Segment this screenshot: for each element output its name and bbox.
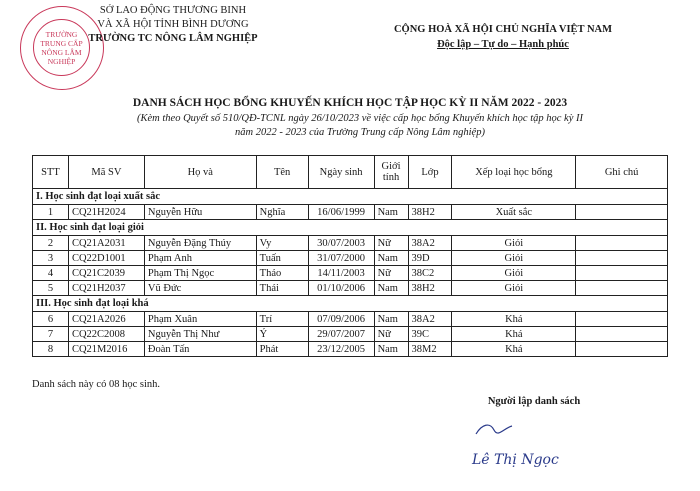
table-row bbox=[33, 205, 668, 220]
student-count-note: Danh sách này có 08 học sinh. bbox=[32, 379, 161, 390]
cell-surname: Phạm Thị Ngọc bbox=[144, 266, 256, 281]
cell-gender: Nam bbox=[374, 281, 408, 296]
cell-gender: Nữ bbox=[374, 236, 408, 251]
cell-note bbox=[576, 236, 668, 251]
cell-birthdate: 23/12/2005 bbox=[308, 342, 374, 357]
col-header-class: Lớp bbox=[408, 156, 452, 189]
cell-student-id: CQ21H2037 bbox=[68, 281, 144, 296]
section-row bbox=[33, 220, 668, 236]
org-line-2: VÀ XÃ HỘI TỈNH BÌNH DƯƠNG bbox=[97, 19, 249, 30]
cell-name: Nghĩa bbox=[256, 205, 308, 220]
cell-note bbox=[576, 205, 668, 220]
cell-note bbox=[576, 281, 668, 296]
cell-student-id: CQ22C2008 bbox=[68, 327, 144, 342]
national-header bbox=[378, 22, 628, 52]
col-header-note: Ghi chú bbox=[576, 156, 668, 189]
document-title: DANH SÁCH HỌC BỔNG KHUYẾN KHÍCH HỌC TẬP HỌC KỲ II NĂM 2022 - 2023 bbox=[132, 97, 568, 109]
cell-class: 38A2 bbox=[408, 236, 452, 251]
cell-birthdate: 01/10/2006 bbox=[308, 281, 374, 296]
cell-student-id: CQ22D1001 bbox=[68, 251, 144, 266]
cell-rank: Xuất sắc bbox=[452, 205, 576, 220]
subtitle-line-1: (Kèm theo Quyết số 510/QĐ-TCNL ngày 26/10/2023 về việc cấp học bổng Khuyến khích học tập học kỳ II bbox=[137, 113, 583, 124]
section-title: I. Học sinh đạt loại xuất sắc bbox=[33, 189, 668, 205]
cell-rank: Giỏi bbox=[452, 266, 576, 281]
signature-mark bbox=[468, 420, 538, 450]
cell-gender: Nữ bbox=[374, 327, 408, 342]
cell-gender: Nữ bbox=[374, 266, 408, 281]
section-row bbox=[33, 296, 668, 312]
table-header-row bbox=[33, 156, 668, 189]
cell-rank: Giỏi bbox=[452, 281, 576, 296]
signer-name: Lê Thị Ngọc bbox=[472, 452, 559, 468]
cell-gender: Nam bbox=[374, 251, 408, 266]
cell-stt: 4 bbox=[33, 266, 69, 281]
col-header-gender-2: tính bbox=[382, 172, 400, 183]
national-motto: Độc lập – Tự do – Hạnh phúc bbox=[437, 39, 569, 50]
table-row bbox=[33, 281, 668, 296]
organization-header bbox=[78, 4, 268, 46]
country-name: CỘNG HOÀ XÃ HỘI CHỦ NGHĨA VIỆT NAM bbox=[393, 24, 613, 35]
cell-name: Vy bbox=[256, 236, 308, 251]
subtitle-line-2: năm 2022 - 2023 của Trường Trung cấp Nông Lâm nghiệp) bbox=[235, 127, 485, 138]
cell-stt: 5 bbox=[33, 281, 69, 296]
cell-rank: Khá bbox=[452, 342, 576, 357]
cell-rank: Khá bbox=[452, 327, 576, 342]
cell-rank: Khá bbox=[452, 312, 576, 327]
cell-name: Tuấn bbox=[256, 251, 308, 266]
table-row bbox=[33, 236, 668, 251]
document-subtitle bbox=[60, 112, 660, 140]
cell-student-id: CQ21C2039 bbox=[68, 266, 144, 281]
col-header-surname: Họ và bbox=[144, 156, 256, 189]
cell-surname: Phạm Anh bbox=[144, 251, 256, 266]
cell-surname: Nguyễn Đặng Thúy bbox=[144, 236, 256, 251]
table-row bbox=[33, 327, 668, 342]
section-row bbox=[33, 189, 668, 205]
cell-class: 38C2 bbox=[408, 266, 452, 281]
cell-name: Thái bbox=[256, 281, 308, 296]
cell-note bbox=[576, 251, 668, 266]
cell-student-id: CQ21H2024 bbox=[68, 205, 144, 220]
cell-rank: Giỏi bbox=[452, 236, 576, 251]
cell-stt: 3 bbox=[33, 251, 69, 266]
cell-student-id: CQ21M2016 bbox=[68, 342, 144, 357]
cell-gender: Nam bbox=[374, 312, 408, 327]
cell-name: Trí bbox=[256, 312, 308, 327]
section-title: III. Học sinh đạt loại khá bbox=[33, 296, 668, 312]
col-header-rank: Xếp loại học bổng bbox=[452, 156, 576, 189]
col-header-student-id: Mã SV bbox=[68, 156, 144, 189]
cell-stt: 1 bbox=[33, 205, 69, 220]
cell-class: 38A2 bbox=[408, 312, 452, 327]
section-title: II. Học sinh đạt loại giỏi bbox=[33, 220, 668, 236]
table-row bbox=[33, 342, 668, 357]
cell-birthdate: 30/07/2003 bbox=[308, 236, 374, 251]
seal-text-2: TRUNG CẤP bbox=[40, 38, 83, 48]
cell-surname: Vũ Đức bbox=[144, 281, 256, 296]
seal-text-1: TRƯỜNG bbox=[45, 29, 78, 39]
cell-class: 38H2 bbox=[408, 205, 452, 220]
cell-birthdate: 14/11/2003 bbox=[308, 266, 374, 281]
cell-class: 38H2 bbox=[408, 281, 452, 296]
cell-note bbox=[576, 327, 668, 342]
cell-note bbox=[576, 342, 668, 357]
col-header-birthdate: Ngày sinh bbox=[308, 156, 374, 189]
table-row bbox=[33, 251, 668, 266]
cell-surname: Đoàn Tấn bbox=[144, 342, 256, 357]
cell-name: Phát bbox=[256, 342, 308, 357]
cell-birthdate: 29/07/2007 bbox=[308, 327, 374, 342]
cell-class: 39D bbox=[408, 251, 452, 266]
cell-note bbox=[576, 312, 668, 327]
signer-title: Người lập danh sách bbox=[487, 396, 581, 407]
cell-birthdate: 16/06/1999 bbox=[308, 205, 374, 220]
cell-student-id: CQ21A2031 bbox=[68, 236, 144, 251]
org-line-1: SỞ LAO ĐỘNG THƯƠNG BINH bbox=[99, 5, 247, 16]
cell-stt: 7 bbox=[33, 327, 69, 342]
cell-surname: Nguyễn Hữu bbox=[144, 205, 256, 220]
cell-surname: Nguyễn Thị Như bbox=[144, 327, 256, 342]
seal-text-3: NÔNG LÂM NGHIỆP bbox=[41, 47, 82, 66]
cell-class: 39C bbox=[408, 327, 452, 342]
table-row bbox=[33, 312, 668, 327]
col-header-gender bbox=[374, 156, 408, 189]
org-line-3: TRƯỜNG TC NÔNG LÂM NGHIỆP bbox=[88, 33, 258, 44]
cell-birthdate: 31/07/2000 bbox=[308, 251, 374, 266]
cell-birthdate: 07/09/2006 bbox=[308, 312, 374, 327]
col-header-gender-1: Giới bbox=[381, 161, 401, 172]
cell-gender: Nam bbox=[374, 342, 408, 357]
cell-surname: Phạm Xuân bbox=[144, 312, 256, 327]
cell-stt: 6 bbox=[33, 312, 69, 327]
scholarship-table bbox=[32, 155, 668, 357]
cell-student-id: CQ21A2026 bbox=[68, 312, 144, 327]
cell-class: 38M2 bbox=[408, 342, 452, 357]
table-row bbox=[33, 266, 668, 281]
cell-rank: Giỏi bbox=[452, 251, 576, 266]
cell-name: Ý bbox=[256, 327, 308, 342]
cell-note bbox=[576, 266, 668, 281]
cell-name: Thảo bbox=[256, 266, 308, 281]
col-header-stt: STT bbox=[33, 156, 69, 189]
col-header-name: Tên bbox=[256, 156, 308, 189]
cell-stt: 2 bbox=[33, 236, 69, 251]
cell-stt: 8 bbox=[33, 342, 69, 357]
cell-gender: Nam bbox=[374, 205, 408, 220]
